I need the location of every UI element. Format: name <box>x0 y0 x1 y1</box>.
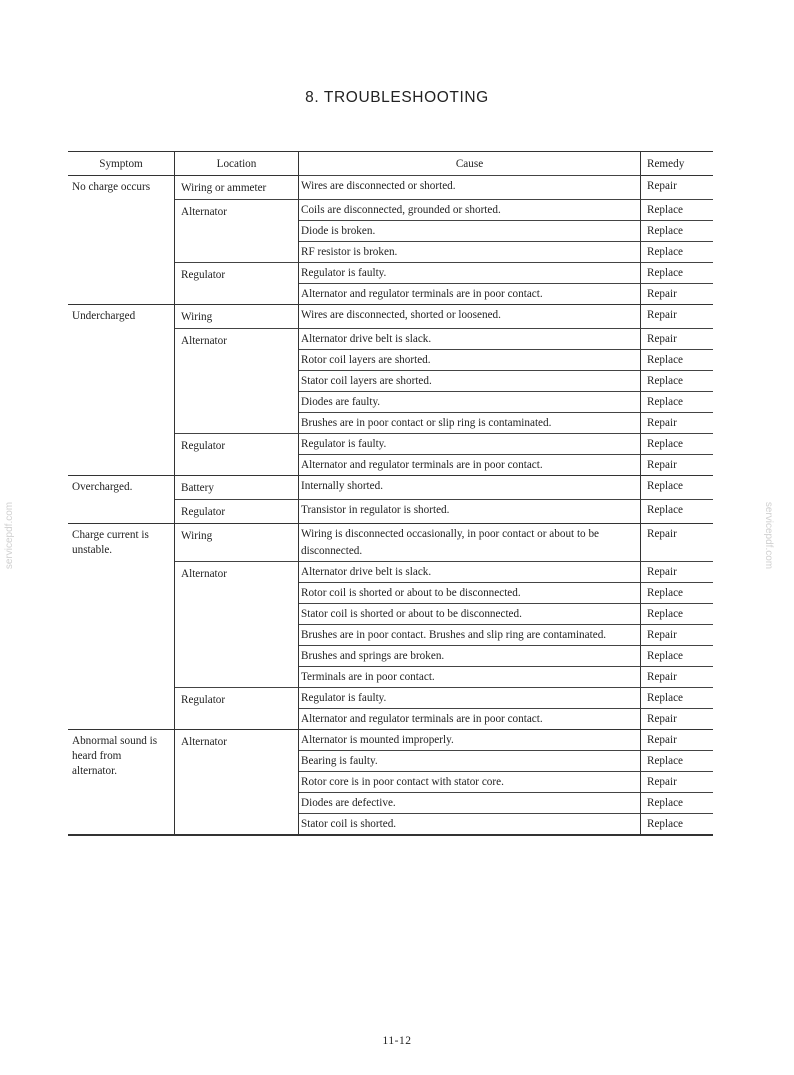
header-remedy: Remedy <box>641 152 713 176</box>
remedy-cell: Replace <box>641 751 713 772</box>
troubleshooting-table <box>68 151 713 836</box>
cause-cell: RF resistor is broken. <box>299 242 641 263</box>
cause-cell: Stator coil layers are shorted. <box>299 371 641 392</box>
remedy-cell: Repair <box>641 562 713 583</box>
remedy-cell: Replace <box>641 500 713 524</box>
cause-cell: Rotor coil layers are shorted. <box>299 350 641 371</box>
remedy-cell: Repair <box>641 730 713 751</box>
header-cause: Cause <box>299 152 641 176</box>
location-cell: Regulator <box>175 688 299 730</box>
cause-cell: Regulator is faulty. <box>299 434 641 455</box>
location-cell: Regulator <box>175 500 299 524</box>
cause-cell: Alternator drive belt is slack. <box>299 329 641 350</box>
cause-cell: Rotor coil is shorted or about to be disconnected. <box>299 583 641 604</box>
location-cell: Wiring or ammeter <box>175 176 299 200</box>
symptom-cell: Charge current is unstable. <box>68 524 175 730</box>
cause-cell: Wiring is disconnected occasionally, in poor contact or about to be disconnected. <box>299 524 641 562</box>
remedy-cell: Repair <box>641 413 713 434</box>
cause-cell: Brushes are in poor contact or slip ring is contaminated. <box>299 413 641 434</box>
remedy-cell: Repair <box>641 709 713 730</box>
remedy-cell: Repair <box>641 284 713 305</box>
cause-cell: Wires are disconnected or shorted. <box>299 176 641 200</box>
remedy-cell: Replace <box>641 371 713 392</box>
location-cell: Battery <box>175 476 299 500</box>
watermark-left: servicepdf.com <box>4 501 16 570</box>
location-cell: Wiring <box>175 305 299 329</box>
remedy-cell: Repair <box>641 524 713 562</box>
location-cell: Alternator <box>175 562 299 688</box>
remedy-cell: Repair <box>641 772 713 793</box>
symptom-cell: No charge occurs <box>68 176 175 305</box>
remedy-cell: Replace <box>641 350 713 371</box>
cause-cell: Terminals are in poor contact. <box>299 667 641 688</box>
cause-cell: Internally shorted. <box>299 476 641 500</box>
remedy-cell: Repair <box>641 455 713 476</box>
symptom-cell: Overcharged. <box>68 476 175 524</box>
location-cell: Alternator <box>175 730 299 835</box>
watermark-right: servicepdf.com <box>763 501 775 570</box>
location-cell: Regulator <box>175 434 299 476</box>
location-cell: Alternator <box>175 329 299 434</box>
remedy-cell: Replace <box>641 263 713 284</box>
cause-cell: Alternator and regulator terminals are in poor contact. <box>299 455 641 476</box>
cause-cell: Alternator and regulator terminals are in poor contact. <box>299 709 641 730</box>
cause-cell: Stator coil is shorted or about to be disconnected. <box>299 604 641 625</box>
page-number: 11-12 <box>382 1035 412 1047</box>
remedy-cell: Replace <box>641 604 713 625</box>
cause-cell: Alternator is mounted improperly. <box>299 730 641 751</box>
cause-cell: Stator coil is shorted. <box>299 814 641 835</box>
cause-cell: Wires are disconnected, shorted or loosened. <box>299 305 641 329</box>
page-title: 8. TROUBLESHOOTING <box>305 89 489 106</box>
location-cell: Wiring <box>175 524 299 562</box>
remedy-cell: Replace <box>641 793 713 814</box>
cause-cell: Transistor in regulator is shorted. <box>299 500 641 524</box>
remedy-cell: Replace <box>641 688 713 709</box>
remedy-cell: Replace <box>641 646 713 667</box>
location-cell: Regulator <box>175 263 299 305</box>
remedy-cell: Replace <box>641 392 713 413</box>
remedy-cell: Repair <box>641 329 713 350</box>
header-symptom: Symptom <box>68 152 175 176</box>
cause-cell: Diodes are defective. <box>299 793 641 814</box>
remedy-cell: Repair <box>641 176 713 200</box>
remedy-cell: Replace <box>641 814 713 835</box>
remedy-cell: Repair <box>641 667 713 688</box>
cause-cell: Rotor core is in poor contact with stator core. <box>299 772 641 793</box>
symptom-cell: Abnormal sound is heard from alternator. <box>68 730 175 835</box>
remedy-cell: Repair <box>641 625 713 646</box>
cause-cell: Regulator is faulty. <box>299 263 641 284</box>
cause-cell: Brushes are in poor contact. Brushes and slip ring are contaminated. <box>299 625 641 646</box>
cause-cell: Diodes are faulty. <box>299 392 641 413</box>
remedy-cell: Repair <box>641 305 713 329</box>
header-location: Location <box>175 152 299 176</box>
cause-cell: Diode is broken. <box>299 221 641 242</box>
remedy-cell: Replace <box>641 200 713 221</box>
cause-cell: Regulator is faulty. <box>299 688 641 709</box>
symptom-cell: Undercharged <box>68 305 175 476</box>
remedy-cell: Replace <box>641 221 713 242</box>
remedy-cell: Replace <box>641 583 713 604</box>
remedy-cell: Replace <box>641 242 713 263</box>
cause-cell: Bearing is faulty. <box>299 751 641 772</box>
cause-cell: Coils are disconnected, grounded or shorted. <box>299 200 641 221</box>
remedy-cell: Replace <box>641 476 713 500</box>
cause-cell: Alternator and regulator terminals are in poor contact. <box>299 284 641 305</box>
cause-cell: Brushes and springs are broken. <box>299 646 641 667</box>
location-cell: Alternator <box>175 200 299 263</box>
cause-cell: Alternator drive belt is slack. <box>299 562 641 583</box>
remedy-cell: Replace <box>641 434 713 455</box>
